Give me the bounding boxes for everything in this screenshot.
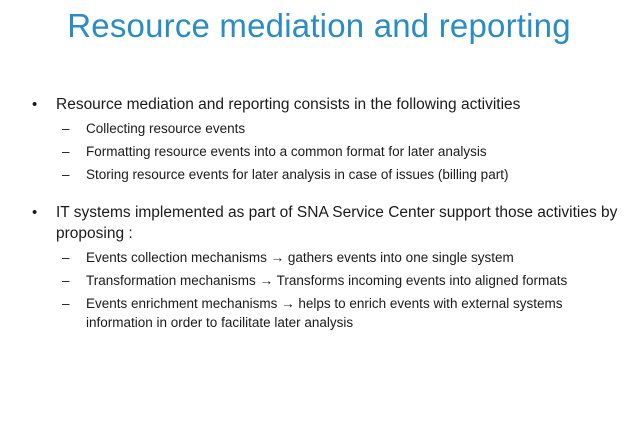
- arrow-right-icon: →: [281, 296, 295, 311]
- sub-item-before: Transformation mechanisms: [86, 273, 256, 288]
- arrow-right-icon: →: [270, 250, 285, 265]
- sub-list: [30, 248, 620, 332]
- sub-item: [30, 294, 620, 332]
- sub-item: [30, 271, 620, 290]
- sub-item-before: Events enrichment mechanisms: [86, 296, 278, 311]
- bullet-item: [30, 202, 620, 332]
- sub-item-before: Events collection mechanisms: [86, 250, 267, 265]
- dash-icon: –: [62, 250, 70, 265]
- sub-list: [30, 119, 620, 184]
- slide-title: Resource mediation and reporting: [67, 7, 571, 44]
- sub-item-after: gathers events into one single system: [287, 250, 514, 265]
- sub-item: [30, 248, 620, 267]
- sub-item: [30, 165, 620, 184]
- dash-icon: –: [62, 273, 70, 288]
- bullet-icon: •: [32, 204, 38, 221]
- bullet-icon: •: [32, 96, 38, 113]
- sub-item: [30, 142, 620, 161]
- dash-icon: –: [62, 296, 70, 311]
- bullet-text: Resource mediation and reporting consists in the following activities: [56, 96, 521, 113]
- sub-item: [30, 119, 620, 138]
- slide-content: [30, 94, 620, 336]
- dash-icon: –: [62, 167, 70, 182]
- dash-icon: –: [62, 144, 70, 159]
- sub-item-text: Collecting resource events: [86, 121, 246, 136]
- bullet-item: [30, 94, 620, 184]
- sub-item-after: helps to enrich events with external systems information in order to facilitate later analysis: [86, 296, 563, 330]
- sub-item-text: Storing resource events for later analysis in case of issues (billing part): [86, 167, 509, 182]
- bullet-text: IT systems implemented as part of SNA Service Center support those activities by proposing :: [56, 204, 618, 242]
- sub-item-text: Formatting resource events into a common format for later analysis: [86, 144, 487, 159]
- arrow-right-icon: →: [259, 273, 274, 288]
- spacer: [30, 188, 620, 202]
- sub-item-after: Transforms incoming events into aligned formats: [276, 273, 568, 288]
- dash-icon: –: [62, 121, 70, 136]
